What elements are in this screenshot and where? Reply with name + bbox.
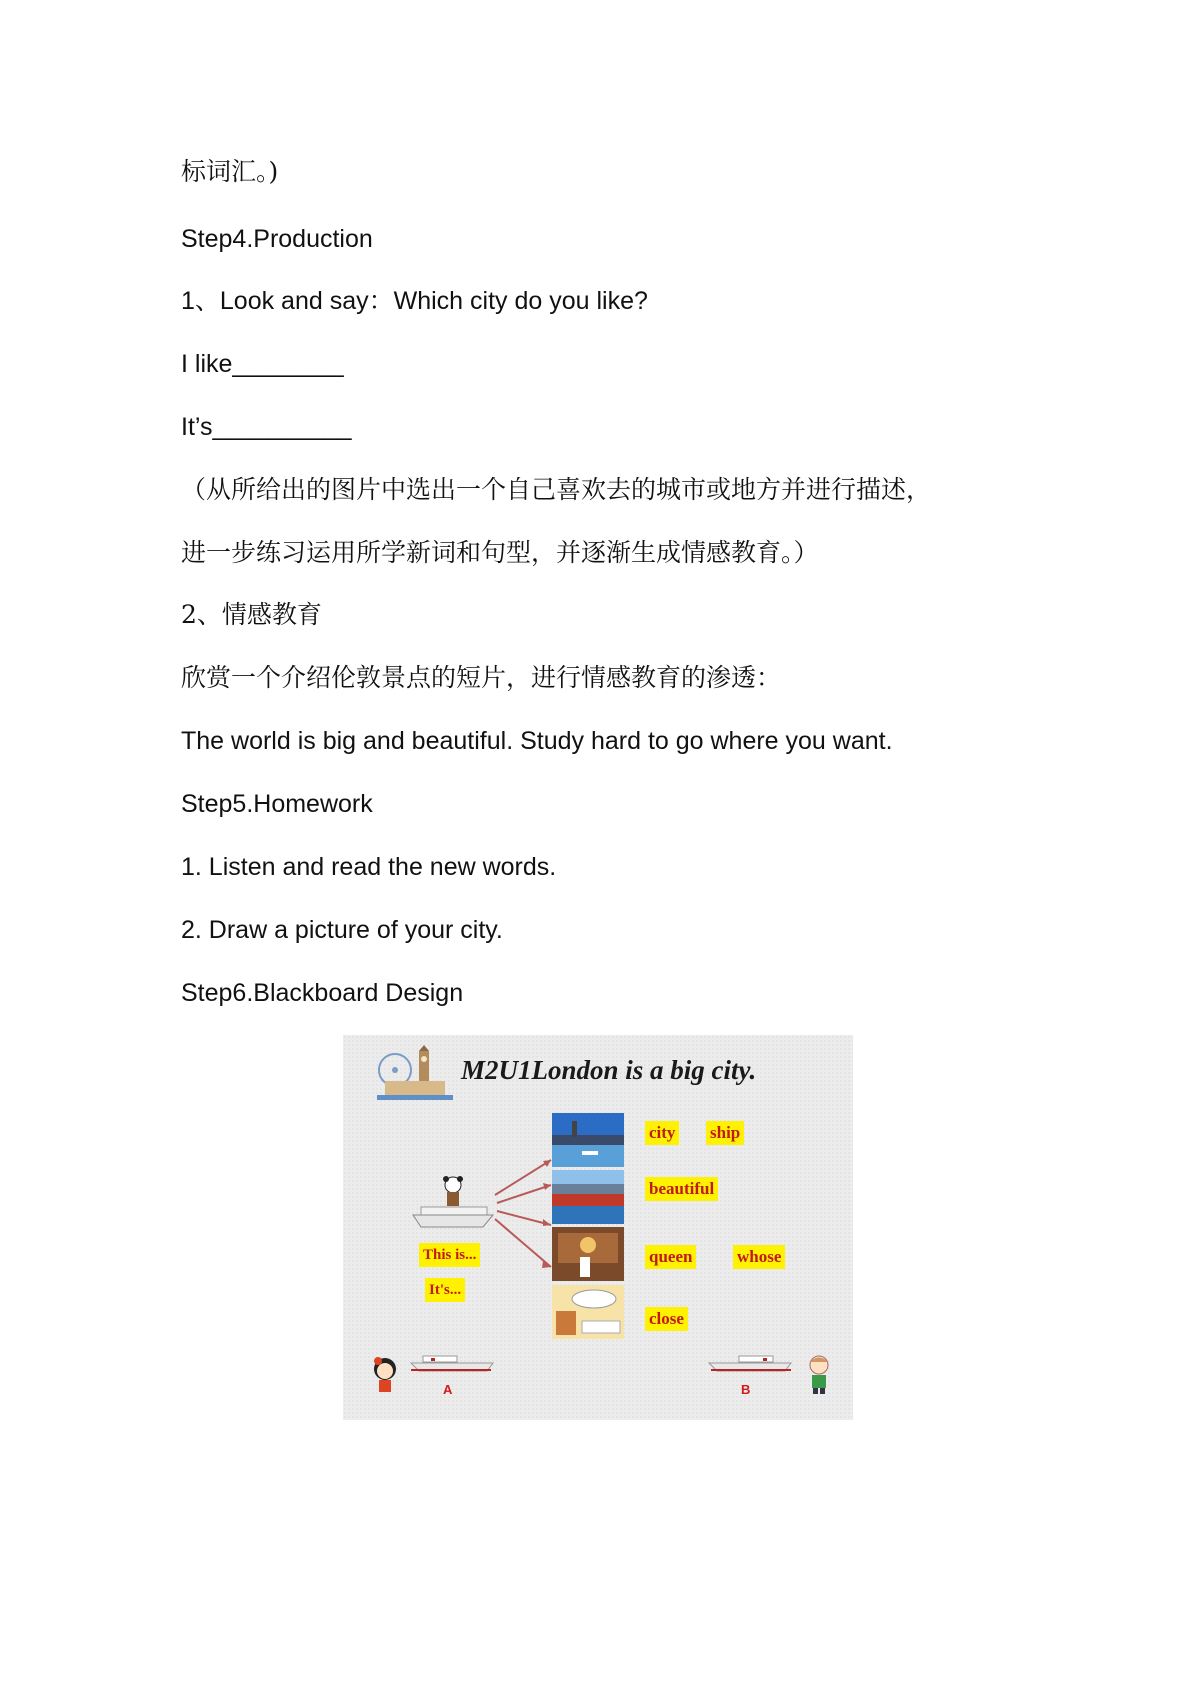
thumb-cartoon-scene [552, 1285, 624, 1339]
arrows-graphic [493, 1155, 558, 1275]
instruction-cn-2: 进一步练习运用所学新词和句型，并逐渐生成情感教育。） [181, 538, 819, 567]
board-title: M2U1London is a big city. [461, 1055, 757, 1085]
step5-heading: Step5.Homework [181, 790, 373, 818]
word-city: city [645, 1121, 679, 1145]
girl-icon [369, 1355, 403, 1395]
word-ship: ship [706, 1121, 744, 1145]
label-a: A [443, 1382, 453, 1397]
motto-line: The world is big and beautiful. Study hard to go where you want. [181, 727, 893, 755]
instruction-cn-1: （从所给出的图片中选出一个自己喜欢去的城市或地方并进行描述， [181, 475, 932, 504]
panda-ship-icon [411, 1175, 496, 1235]
thumb-flowers-palace [552, 1170, 624, 1224]
emotion-desc: 欣赏一个介绍伦敦景点的短片，进行情感教育的渗透： [181, 663, 782, 692]
its-blank: It’s__________ [181, 413, 352, 441]
homework-1: 1. Listen and read the new words. [181, 853, 557, 881]
word-beautiful: beautiful [645, 1177, 718, 1201]
thumb-palace-interior [552, 1227, 624, 1281]
i-like-blank: I like________ [181, 350, 344, 378]
emotion-heading: 2、情感教育 [181, 600, 322, 629]
ship-a-icon [409, 1353, 495, 1375]
look-and-say: 1、Look and say：Which city do you like? [181, 287, 648, 315]
word-whose: whose [733, 1245, 785, 1269]
label-b: B [741, 1382, 751, 1397]
thumb-london-river [552, 1113, 624, 1167]
homework-2: 2. Draw a picture of your city. [181, 916, 503, 944]
word-this-is: This is... [419, 1243, 480, 1267]
london-logo-icon [375, 1045, 455, 1105]
text-line-1: 标词汇。) [181, 157, 279, 186]
boy-icon [803, 1353, 835, 1395]
word-queen: queen [645, 1245, 696, 1269]
word-close: close [645, 1307, 688, 1331]
step4-heading: Step4.Production [181, 225, 373, 253]
blackboard-design-image [343, 1035, 853, 1420]
word-its: It's... [425, 1278, 465, 1302]
ship-b-icon [707, 1353, 793, 1375]
step6-heading: Step6.Blackboard Design [181, 979, 464, 1007]
